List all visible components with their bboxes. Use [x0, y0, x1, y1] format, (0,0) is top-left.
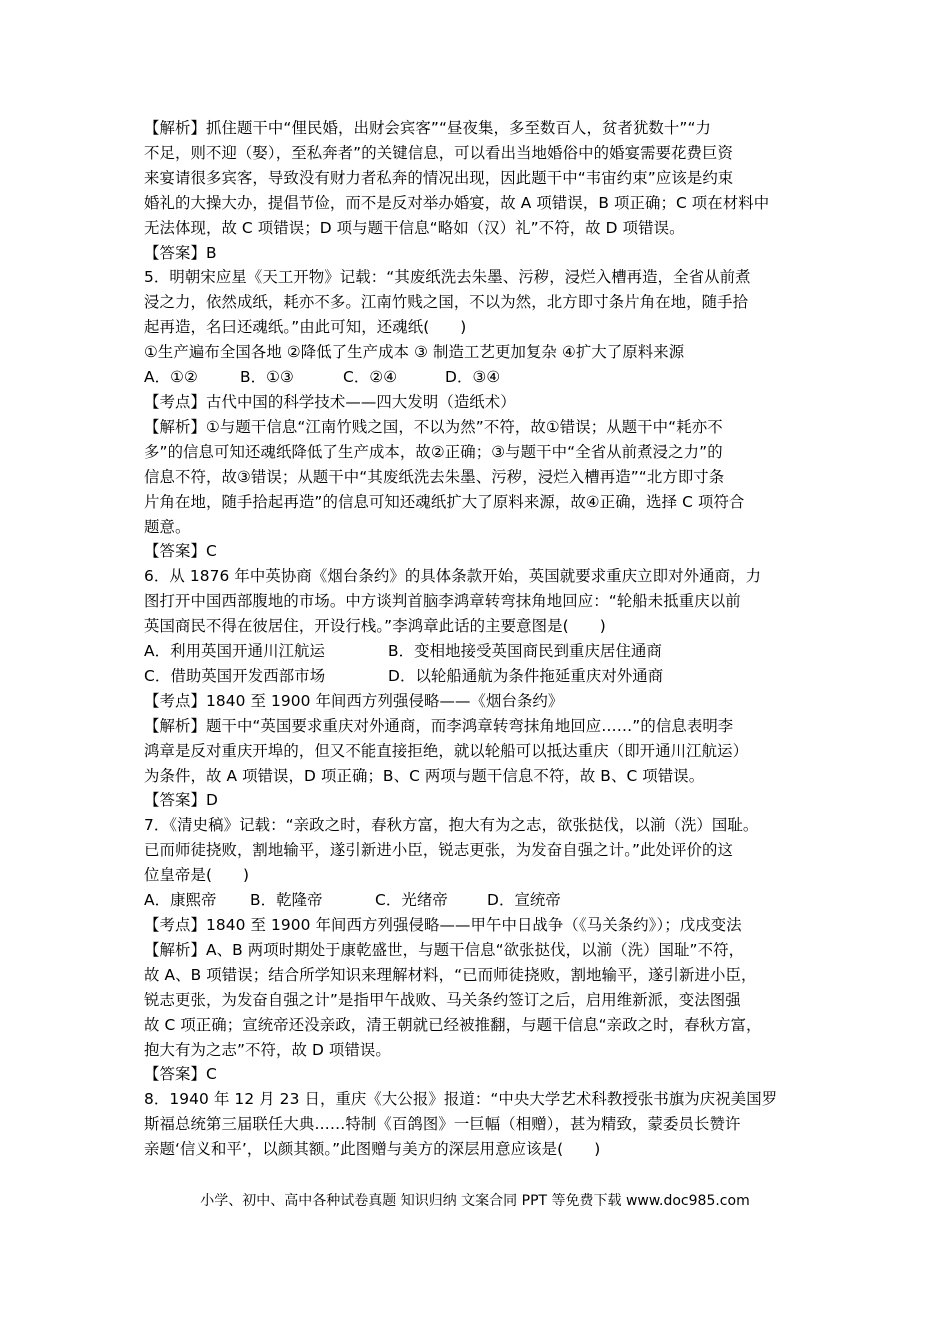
text-line: 为条件，故 A 项错误，D 项正确；B、C 两项与题干信息不符，故 B、C 项错误。 — [144, 766, 705, 785]
text-line: 锐志更张，为发奋自强之计”是指甲午战败、马关条约签订之后，启用维新派，变法图强 — [144, 990, 741, 1009]
option-b: B．变相地接受英国商民到重庆居住通商 — [388, 642, 662, 661]
option-b: B．乾隆帝 — [250, 891, 323, 910]
text-line: 【考点】古代中国的科学技术——四大发明（造纸术） — [144, 392, 516, 411]
question-6-options-row1 — [144, 639, 814, 664]
question-6-line: 图打开中国西部腹地的市场。中方谈判首脑李鸿章转弯抹角地回应：“轮船未抵重庆以前 — [144, 592, 741, 611]
text-line: 【解析】①与题干信息“江南竹贱之国，不以为然”不符，故①错误；从题干中“耗亦不 — [144, 417, 723, 436]
text-line: 【考点】1840 至 1900 年间西方列强侵略——《烟台条约》 — [144, 691, 564, 710]
page-footer: 小学、初中、高中各种试卷真题 知识归纳 文案合同 PPT 等免费下载 www.doc985.com — [200, 1193, 750, 1209]
text-line: 婚礼的大操大办，提倡节俭，而不是反对举办婚宴，故 A 项错误，B 项正确；C 项在材料中 — [144, 193, 770, 212]
text-line: 抱大有为之志”不符，故 D 项错误。 — [144, 1040, 391, 1059]
question-5-line: 浸之力，依然成纸，耗亦不多。江南竹贱之国，不以为然，北方即寸条片角在地，随手拾 — [144, 293, 749, 312]
question-5-line: 起再造，名曰还魂纸。”由此可知，还魂纸( ) — [144, 318, 467, 337]
question-8-line: 斯福总统第三届联任大典……特制《百鸽图》一巨幅（相赠），甚为精致，蒙委员长赞许 — [144, 1115, 741, 1134]
text-line: 无法体现，故 C 项错误；D 项与题干信息“略如（汉）礼”不符，故 D 项错误。 — [144, 218, 685, 237]
answer-line: 【答案】C — [144, 1065, 217, 1084]
text-line: 【解析】A、B 两项时期处于康乾盛世，与题干信息“欲张挞伐，以湔（洗）国耻”不符， — [144, 940, 745, 959]
text-line: 【解析】题干中“英国要求重庆对外通商，而李鸿章转弯抹角地回应……”的信息表明李 — [144, 716, 734, 735]
option-a: A．①② — [144, 368, 198, 387]
question-8-line: 8．1940 年 12 月 23 日，重庆《大公报》报道：“中央大学艺术科教授张书旗为庆祝美国罗 — [144, 1090, 778, 1109]
question-7-line: 7．《清史稿》记载：“亲政之时，春秋方富，抱大有为之志，欲张挞伐，以湔（洗）国耻。 — [144, 816, 759, 835]
question-7-line: 已而师徒挠败，割地输平，遂引新进小臣，锐志更张，为发奋自强之计。”此处评价的这 — [144, 841, 734, 860]
question-5-statements: ①生产遍布全国各地 ②降低了生产成本 ③ 制造工艺更加复杂 ④扩大了原料来源 — [144, 343, 685, 362]
option-d: D．宣统帝 — [487, 891, 561, 910]
question-6-options-row2 — [144, 664, 814, 689]
text-line: 片角在地，随手拾起再造”的信息可知还魂纸扩大了原料来源，故④正确，选择 C 项符合 — [144, 492, 745, 511]
option-c: C．②④ — [343, 368, 398, 387]
text-line: 不足，则不迎（娶），至私奔者”的关键信息，可以看出当地婚俗中的婚宴需要花费巨资 — [144, 143, 734, 162]
option-c: C．光绪帝 — [375, 891, 448, 910]
option-a: A．利用英国开通川江航运 — [144, 642, 326, 661]
text-line: 鸿章是反对重庆开埠的，但又不能直接拒绝，就以轮船可以抵达重庆（即开通川江航运） — [144, 741, 749, 760]
text-line: 故 A、B 项错误；结合所学知识来理解材料，“已而师徒挠败，割地输平，遂引新进小臣， — [144, 965, 757, 984]
text-line: 题意。 — [144, 517, 191, 536]
text-line: 故 C 项正确；宣统帝还没亲政，清王朝就已经被推翻，与题干信息“亲政之时，春秋方富， — [144, 1015, 762, 1034]
text-line: 多”的信息可知还魂纸降低了生产成本，故②正确；③与题干中“全省从前煮浸之力”的 — [144, 442, 723, 461]
option-a: A．康熙帝 — [144, 891, 217, 910]
answer-line: 【答案】B — [144, 243, 217, 262]
option-d: D．③④ — [445, 368, 501, 387]
question-6-line: 6．从 1876 年中英协商《烟台条约》的具体条款开始，英国就要求重庆立即对外通商，力 — [144, 567, 762, 586]
answer-line: 【答案】D — [144, 791, 218, 810]
option-d: D．以轮船通航为条件拖延重庆对外通商 — [388, 666, 664, 685]
question-7-options — [144, 888, 814, 913]
document-body — [144, 116, 814, 1162]
text-line: 来宴请很多宾客，导致没有财力者私奔的情况出现，因此题干中“韦宙约束”应该是约束 — [144, 168, 734, 187]
option-b: B．①③ — [240, 368, 294, 387]
question-5-options — [144, 365, 814, 390]
text-line: 【解析】抓住题干中“俚民婚，出财会宾客”“昼夜集，多至数百人，贫者犹数十”“力 — [144, 119, 712, 137]
question-7-line: 位皇帝是( ) — [144, 866, 250, 885]
question-6-line: 英国商民不得在彼居住，开设行栈。”李鸿章此话的主要意图是( ) — [144, 617, 606, 636]
text-line: 【考点】1840 至 1900 年间西方列强侵略——甲午中日战争（《马关条约》）；戊戌变法 — [144, 916, 742, 934]
answer-line: 【答案】C — [144, 542, 217, 561]
question-5-line: 5．明朝宋应星《天工开物》记载：“其废纸洗去朱墨、污秽，浸烂入槽再造，全省从前煮 — [144, 268, 751, 287]
text-line: 信息不符，故③错误；从题干中“其废纸洗去朱墨、污秽，浸烂入槽再造”“北方即寸条 — [144, 467, 725, 486]
option-c: C．借助英国开发西部市场 — [144, 666, 326, 685]
question-8-line: 亲题‘信义和平’，以颜其额。”此图赠与美方的深层用意应该是( ) — [144, 1140, 601, 1159]
